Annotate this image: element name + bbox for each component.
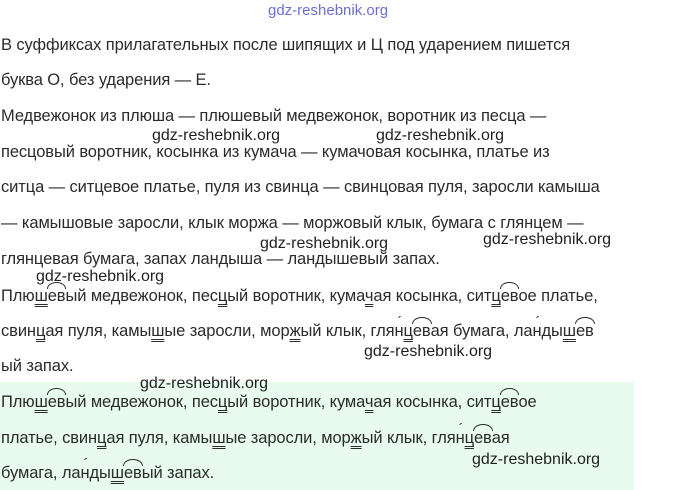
- text: ц: [35, 322, 46, 340]
- text: свин: [1, 322, 36, 340]
- watermark: gdz-reshebnik.org: [376, 127, 505, 144]
- text: ц: [217, 287, 228, 305]
- text: ды: [89, 464, 111, 482]
- text: ая бумага, ла: [430, 322, 533, 340]
- text: ц: [491, 393, 501, 411]
- text: ш: [34, 393, 48, 411]
- text: бумага, ла: [1, 464, 81, 482]
- text: ые заросли, мор: [164, 322, 290, 340]
- suffix-mark: ев: [123, 464, 142, 482]
- watermark: gdz-reshebnik.org: [472, 451, 601, 468]
- watermark: gdz-reshebnik.org: [260, 235, 389, 252]
- text: ая пуля, камы: [106, 429, 213, 447]
- text: ц: [217, 393, 228, 411]
- text: ж: [289, 322, 301, 340]
- text: ш: [110, 464, 124, 482]
- suffix-mark: ев: [473, 429, 492, 447]
- analysis-line-1: [1, 287, 598, 306]
- watermark: gdz-reshebnik.org: [152, 127, 281, 144]
- rule-line-1: В суффиксах прилагательных после шипящих и Ц под ударением пишется: [1, 36, 571, 54]
- text: ч: [364, 287, 374, 305]
- text: ая: [491, 429, 510, 447]
- rule-line-2: буква О, без ударения — Е.: [1, 71, 211, 89]
- stress-mark: н ´: [80, 464, 89, 482]
- text: ый медвежонок, пес: [65, 393, 218, 411]
- text: ц: [97, 429, 107, 447]
- watermark: gdz-reshebnik.org: [483, 231, 612, 248]
- text: ый запах.: [141, 464, 215, 482]
- answer-line-1: [1, 393, 537, 412]
- text: ое платье,: [518, 287, 598, 305]
- text: ш: [212, 429, 226, 447]
- watermark: gdz-reshebnik.org: [364, 343, 493, 360]
- suffix-mark: ев: [412, 322, 431, 340]
- text: ц: [464, 429, 474, 447]
- analysis-line-3: ый запах.: [1, 357, 74, 375]
- watermark: gdz-reshebnik.org: [36, 268, 165, 285]
- stress-mark: н ´: [394, 322, 403, 340]
- text: Плю: [1, 393, 35, 411]
- text: ая косынка, сит: [373, 287, 492, 305]
- watermark-top: gdz-reshebnik.org: [268, 2, 389, 19]
- text: ж: [350, 429, 362, 447]
- suffix-mark: ев: [500, 287, 519, 305]
- example-line-3: ситца — ситцевое платье, пуля из свинца — свинцовая пуля, заросли камыша: [1, 178, 600, 196]
- text: ш: [562, 322, 576, 340]
- text: ц: [403, 322, 413, 340]
- suffix-mark: ев: [500, 393, 519, 411]
- suffix-mark: ев: [47, 287, 66, 305]
- text: Плю: [1, 287, 35, 305]
- text: ое: [518, 393, 537, 411]
- stress-mark: н ´: [532, 322, 541, 340]
- text: ые заросли, мор: [225, 429, 351, 447]
- text: ш: [34, 287, 48, 305]
- text: ш: [151, 322, 165, 340]
- text: ды: [541, 322, 563, 340]
- text: ый воротник, кума: [227, 393, 365, 411]
- suffix-mark: ев: [575, 322, 594, 340]
- text: ая пуля, камы: [45, 322, 152, 340]
- watermark: gdz-reshebnik.org: [140, 375, 269, 392]
- text: ый клык, гля: [361, 429, 456, 447]
- text: ый клык, гля: [300, 322, 395, 340]
- text: ый медвежонок, пес: [65, 287, 218, 305]
- example-line-5: глянцевая бумага, запах ландыша — ландышевый запах.: [1, 250, 440, 268]
- analysis-line-2: [1, 322, 594, 341]
- example-line-2: песцовый воротник, косынка из кумача — кумачовая косынка, платье из: [1, 143, 550, 161]
- stress-mark: н ´: [456, 429, 465, 447]
- text: ая косынка, сит: [373, 393, 492, 411]
- answer-line-2: [1, 429, 510, 448]
- example-line-4: — камышовые заросли, клык моржа — моржовый клык, бумага с глянцем —: [1, 214, 584, 232]
- text: ч: [364, 393, 374, 411]
- example-line-1: Медвежонок из плюша — плюшевый медвежонок, воротник из песца —: [1, 107, 547, 125]
- suffix-mark: ев: [47, 393, 66, 411]
- text: платье, свин: [1, 429, 98, 447]
- answer-line-3: [1, 464, 214, 483]
- text: ц: [491, 287, 501, 305]
- text: ый воротник, кума: [227, 287, 365, 305]
